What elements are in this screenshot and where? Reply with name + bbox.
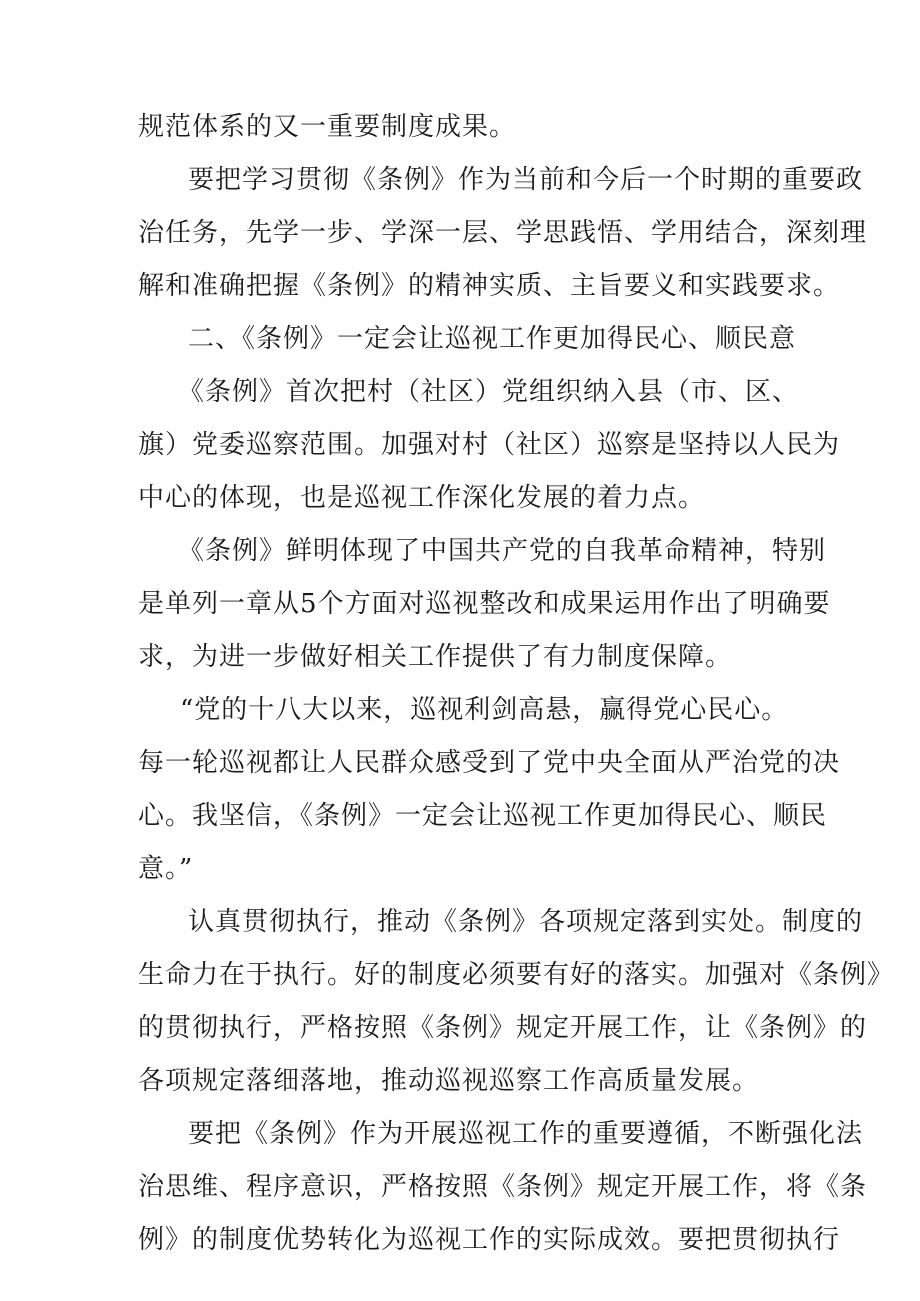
text-line: 生命力在于执行。好的制度必须要有好的落实。加强对《条例》: [138, 960, 895, 990]
text-line: 要把学习贯彻《条例》作为当前和今后一个时期的重要政: [188, 165, 864, 195]
text-line: 的贯彻执行，严格按照《条例》规定开展工作，让《条例》的: [138, 1013, 868, 1043]
text-line: 规范体系的又一重要制度成果。: [138, 112, 517, 142]
text-line: 治思维、程序意识，严格按照《条例》规定开展工作，将《条: [138, 1172, 868, 1202]
text-line: 解和准确把握《条例》的精神实质、主旨要义和实践要求。: [138, 271, 841, 301]
text-line: 治任务，先学一步、学深一层、学思践悟、学用结合，深刻理: [138, 218, 868, 248]
text-line: 旗）党委巡察范围。加强对村（社区）巡察是坚持以人民为: [138, 430, 841, 460]
text-line: 认真贯彻执行，推动《条例》各项规定落到实处。制度的: [188, 907, 864, 937]
section-heading: 二、《条例》一定会让巡视工作更加得民心、顺民意: [188, 324, 797, 354]
text-line: 要把《条例》作为开展巡视工作的重要遵循，不断强化法: [188, 1119, 864, 1149]
text-line: 是单列一章从5个方面对巡视整改和成果运用作出了明确要: [138, 589, 831, 619]
quote-line: 每一轮巡视都让人民群众感受到了党中央全面从严治党的决: [138, 748, 841, 778]
quote-line: “党的十八大以来，巡视利剑高悬，赢得党心民心。: [180, 695, 789, 725]
text-line: 《条例》鲜明体现了中国共产党的自我革命精神，特别: [178, 536, 827, 566]
text-line: 中心的体现，也是巡视工作深化发展的着力点。: [138, 483, 706, 513]
text-line: 各项规定落细落地，推动巡视巡察工作高质量发展。: [138, 1066, 760, 1096]
quote-line: 心。我坚信，《条例》一定会让巡视工作更加得民心、顺民: [138, 801, 828, 831]
quote-line: 意。”: [138, 854, 194, 884]
text-line: 求，为进一步做好相关工作提供了有力制度保障。: [138, 642, 733, 672]
text-line: 例》的制度优势转化为巡视工作的实际成效。要把贯彻执行: [138, 1225, 841, 1255]
text-line: 《条例》首次把村（社区）党组织纳入县（市、区、: [178, 377, 800, 407]
